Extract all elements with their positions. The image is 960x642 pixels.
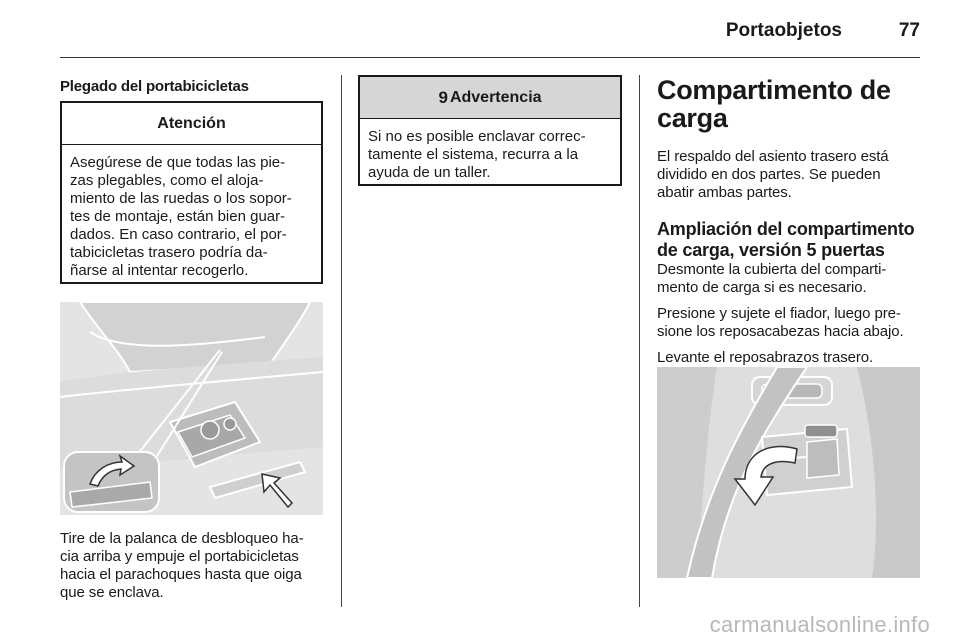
subsection-heading xyxy=(657,219,920,261)
section-heading xyxy=(657,76,920,132)
subheading-folding: Plegado del portabicicletas xyxy=(60,78,249,95)
paragraph-line: Desmonte la cubierta del comparti- xyxy=(657,261,887,278)
intro-line: dividido en dos partes. Se pueden xyxy=(657,166,881,183)
intro-line: abatir ambas partes. xyxy=(657,184,792,201)
paragraph-line: sione los reposacabezas hacia abajo. xyxy=(657,323,904,340)
warning-line: ayuda de un taller. xyxy=(368,164,491,181)
notice-line: miento de las ruedas o los sopor- xyxy=(70,190,292,207)
warning-title-bar xyxy=(360,77,620,119)
subsection-heading-line: de carga, versión 5 puertas xyxy=(657,240,885,260)
section-heading-line: carga xyxy=(657,103,728,133)
warning-line: Si no es posible enclavar correc- xyxy=(368,128,586,145)
paragraph-armrest xyxy=(657,349,920,367)
warning-line: tamente el sistema, recurra a la xyxy=(368,146,579,163)
warning-title: Advertencia xyxy=(449,88,542,106)
warning-icon: 9 xyxy=(438,87,448,107)
section-title: Portaobjetos xyxy=(725,20,842,41)
notice-body xyxy=(62,145,321,289)
page-header xyxy=(60,0,920,58)
column-3 xyxy=(657,76,920,367)
page-number: 77 xyxy=(898,20,920,41)
paragraph-press-latch xyxy=(657,305,920,341)
bike-carrier-illustration xyxy=(60,302,323,515)
notice-line: zas plegables, como el aloja- xyxy=(70,172,264,189)
intro-paragraph xyxy=(657,148,920,202)
watermark-text: carmanualsonline.info xyxy=(709,612,930,637)
column-divider-2 xyxy=(639,75,640,607)
notice-line: tabicicletas trasero podría da- xyxy=(70,244,268,261)
seat-latch-illustration xyxy=(657,367,920,578)
warning-box xyxy=(358,75,622,186)
caption-line: cia arriba y empuje el portabicicletas xyxy=(60,548,299,565)
notice-title: Atención xyxy=(62,103,321,145)
caption-line: hacia el parachoques hasta que oiga xyxy=(60,566,302,583)
caption-line: Tire de la palanca de desbloqueo ha- xyxy=(60,530,304,547)
column-2 xyxy=(358,75,622,186)
intro-line: El respaldo del asiento trasero está xyxy=(657,148,889,165)
notice-line: Asegúrese de que todas las pie- xyxy=(70,154,286,171)
paragraph-remove-cover xyxy=(657,261,920,297)
subsection-heading-line: Ampliación del compartimento xyxy=(657,219,915,239)
paragraph-line: Presione y sujete el fiador, luego pre- xyxy=(657,305,901,322)
notice-line: ñarse al intentar recogerlo. xyxy=(70,262,249,279)
column-divider-1 xyxy=(341,75,342,607)
caption-line: que se enclava. xyxy=(60,584,164,601)
column-1 xyxy=(60,78,323,284)
figure-caption xyxy=(60,530,328,602)
notice-box xyxy=(60,101,323,284)
notice-line: tes de montaje, están bien guar- xyxy=(70,208,286,225)
notice-line: dados. En caso contrario, el por- xyxy=(70,226,287,243)
paragraph-line: Levante el reposabrazos trasero. xyxy=(657,349,874,366)
paragraph-line: mento de carga si es necesario. xyxy=(657,279,867,296)
warning-body xyxy=(360,119,620,191)
section-heading-line: Compartimento de xyxy=(657,75,891,105)
